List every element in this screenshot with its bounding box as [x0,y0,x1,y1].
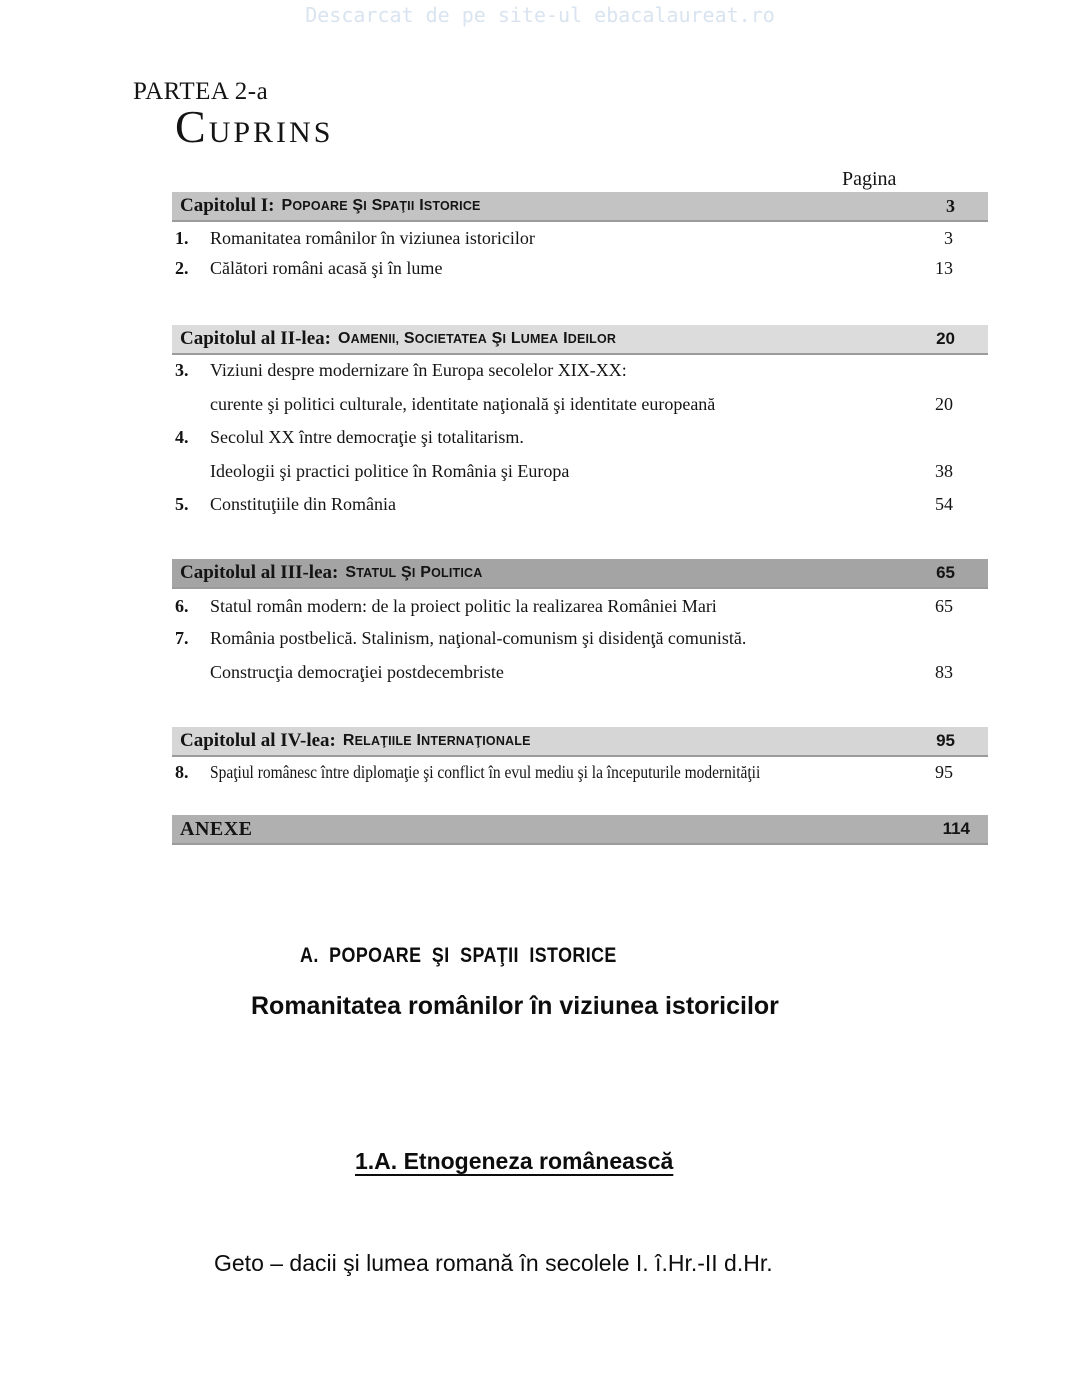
chapter-3-prefix: Capitolul al III-lea: [180,562,339,583]
item-text-continued: curente şi politici culturale, identitate naţională şi identitate europeană [210,394,716,414]
toc-item-5 [172,492,988,516]
item-number: 6. [175,596,189,616]
item-text: Romanitatea românilor în viziunea istoricilor [210,228,535,248]
item-text: Călători români acasă şi în lume [210,258,443,278]
chapter-1-heading [172,192,988,222]
item-text-continued: Construcţia democraţiei postdecembriste [210,662,504,682]
item-page: 95 [935,762,953,782]
subsection-heading: 1.A. Etnogeneza românească [355,1148,674,1174]
watermark-text: Descarcat de pe site-ul ebacalaureat.ro [305,3,775,27]
chapter-1-title: POPOARE ŞI SPAŢII ISTORICE [281,197,481,214]
chapter-2-prefix: Capitolul al II-lea: [180,328,331,349]
item-number: 5. [175,494,189,514]
table-of-contents [172,192,988,852]
item-text-continued: Ideologii şi practici politice în România şi Europa [210,461,570,481]
chapter-3-title: STATUL ŞI POLITICA [345,564,483,581]
item-text: Spaţiul românesc între diplomaţie şi conflict în evul mediu şi la începuturile modernităţii [210,762,761,782]
item-number: 1. [175,228,189,248]
item-text: Viziuni despre modernizare în Europa secolelor XIX-XX: [210,360,627,380]
chapter-2-page: 20 [936,329,955,348]
item-text: România postbelică. Stalinism, naţional-comunism şi disidenţă comunistă. [210,628,747,648]
item-page: 13 [935,258,953,278]
toc-item-2 [172,256,988,280]
lesson-subheading: Geto – dacii şi lumea romană în secolele I. î.Hr.-II d.Hr. [214,1250,773,1276]
page-title: CUPRINS [175,101,334,152]
item-number: 3. [175,360,189,380]
chapter-4-title: RELAŢIILE INTERNAŢIONALE [342,732,531,749]
item-number: 2. [175,258,189,278]
item-text: Statul român modern: de la proiect politic la realizarea României Mari [210,596,717,616]
chapter-4-heading [172,727,988,757]
item-number: 7. [175,628,189,648]
item-page: 65 [935,596,953,616]
chapter-3-page: 65 [936,563,955,582]
item-page: 3 [944,228,953,248]
toc-item-3 [172,358,988,382]
item-page: 20 [935,394,953,414]
item-text: Constituţiile din România [210,494,396,514]
toc-item-1 [172,226,988,250]
anexe-page: 114 [942,819,970,838]
chapter-2-heading [172,325,988,355]
toc-item-8 [172,760,988,784]
toc-item-4-cont [172,459,988,483]
item-page: 54 [935,494,953,514]
chapter-2-title: OAMENII, SOCIETATEA ŞI LUMEA IDEILOR [337,330,617,347]
toc-item-4 [172,425,988,449]
item-number: 4. [175,427,189,447]
item-number: 8. [175,762,189,782]
lesson-title: Romanitatea românilor în viziunea istoricilor [251,992,779,1020]
toc-item-6 [172,594,988,618]
section-heading: A. POPOARE ŞI SPAŢII ISTORICE [300,944,617,967]
chapter-4-prefix: Capitolul al IV-lea: [180,730,336,751]
item-page: 38 [935,461,953,481]
item-page: 83 [935,662,953,682]
toc-item-7 [172,626,988,650]
chapter-3-heading [172,559,988,589]
item-text: Secolul XX între democraţie şi totalitarism. [210,427,524,447]
chapter-1-prefix: Capitolul I: [180,195,275,216]
toc-item-7-cont [172,660,988,684]
part-label: PARTEA 2-a [133,78,269,105]
anexe-label: ANEXE [180,817,253,840]
chapter-4-page: 95 [936,731,955,750]
page-column-label: Pagina [842,168,897,190]
chapter-1-page: 3 [946,195,955,216]
toc-item-3-cont [172,392,988,416]
anexe-heading [172,815,988,845]
